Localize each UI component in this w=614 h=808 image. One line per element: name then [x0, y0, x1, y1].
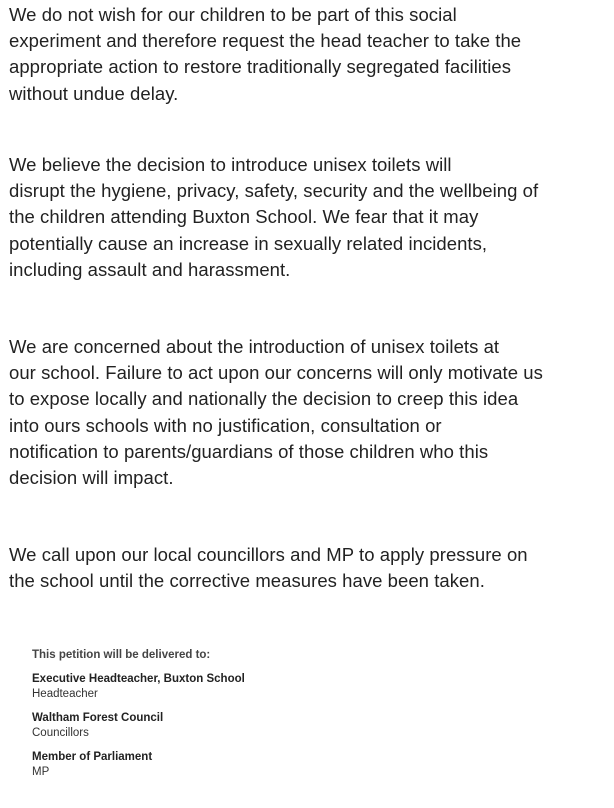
paragraph-line: the school until the corrective measures have been taken. — [9, 570, 485, 592]
recipient-item — [32, 750, 592, 780]
paragraph-line: to expose locally and nationally the decision to creep this idea — [9, 388, 519, 410]
paragraph-line: appropriate action to restore traditionally segregated facilities — [9, 56, 511, 78]
paragraph-line: decision will impact. — [9, 467, 174, 489]
paragraph-line: We are concerned about the introduction of unisex toilets at — [9, 336, 500, 357]
recipient-role: Headteacher — [32, 688, 98, 700]
paragraph-line: We call upon our local councillors and MP to apply pressure on — [9, 544, 528, 565]
recipient-name: Waltham Forest Council — [32, 712, 164, 724]
paragraph-line: into ours schools with no justification, consultation or — [9, 414, 442, 436]
recipients-list — [32, 648, 592, 789]
paragraph-line: potentially cause an increase in sexually related incidents, — [9, 232, 488, 254]
paragraph-line: We believe the decision to introduce unisex toilets will — [9, 154, 452, 175]
recipients-heading: This petition will be delivered to: — [32, 649, 211, 661]
recipient-name: Executive Headteacher, Buxton School — [32, 673, 245, 685]
paragraph-1 — [9, 2, 521, 107]
recipient-role: MP — [32, 766, 50, 778]
recipient-item — [32, 711, 592, 741]
paragraph-4 — [9, 542, 528, 594]
paragraph-line: disrupt the hygiene, privacy, safety, security and the wellbeing of — [9, 180, 539, 202]
paragraph-line: experiment and therefore request the head teacher to take the — [9, 30, 522, 52]
paragraph-2 — [9, 152, 538, 283]
paragraph-line: We do not wish for our children to be part of this social — [9, 4, 457, 25]
paragraph-line: without undue delay. — [9, 82, 179, 104]
paragraph-3 — [9, 334, 543, 491]
paragraph-line: the children attending Buxton School. We fear that it may — [9, 206, 479, 228]
paragraph-line: our school. Failure to act upon our concerns will only motivate us — [9, 362, 543, 384]
recipient-item — [32, 672, 592, 702]
recipient-role: Councillors — [32, 727, 89, 739]
recipient-name: Member of Parliament — [32, 751, 153, 763]
paragraph-line: notification to parents/guardians of those children who this — [9, 440, 489, 462]
paragraph-line: including assault and harassment. — [9, 258, 291, 280]
